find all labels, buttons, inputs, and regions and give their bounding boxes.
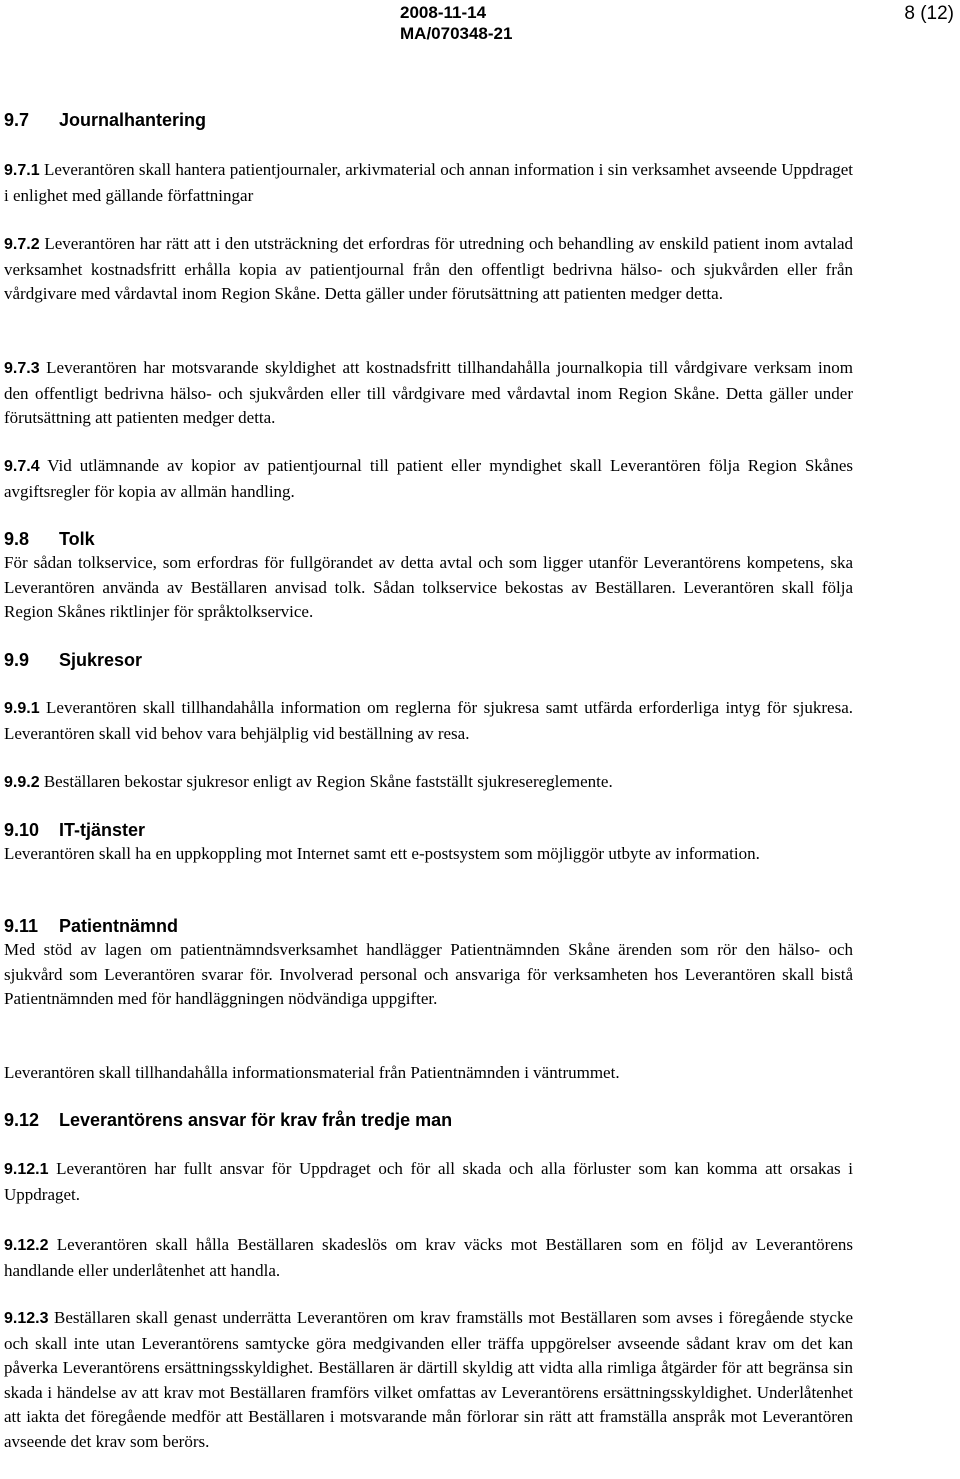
clause-text: Leverantören har fullt ansvar för Uppdraget och för all skada och alla förluster som kan komma att orsakas i Uppdraget. [4,1159,854,1204]
clause-text: Leverantören skall hantera patientjournaler, arkivmaterial och annan information i sin verksamhet avseende Uppdraget i enlighet med gällande författningar [4,160,854,205]
paragraph-9-7-2 [4,232,853,307]
heading-number: 9.9 [4,650,30,670]
heading-9-11 [4,915,178,937]
heading-9-8 [4,528,95,550]
heading-9-9 [4,649,142,671]
heading-number: 9.11 [4,916,39,936]
section-text: Leverantören skall ha en uppkoppling mot Internet samt ett e-postsystem som möjliggör utbyte av information. [4,844,760,863]
heading-number: 9.10 [4,820,40,840]
clause-text: Beställaren bekostar sjukresor enligt av Region Skåne fastställt sjukresereglemente. [43,772,613,791]
heading-title: IT-tjänster [59,820,146,840]
clause-number: 9.7.3 [4,360,40,377]
clause-text: Vid utlämnande av kopior av patientjournal till patient eller myndighet skall Leverantören följa Region Skånes avgiftsregler för kopia av allmän handling. [4,456,853,501]
paragraph-9-7-4 [4,454,853,504]
heading-9-7 [4,109,206,131]
heading-title: Leverantörens ansvar för krav från tredje man [59,1110,453,1130]
paragraph-9-10 [4,842,853,867]
clause-number: 9.9.1 [4,700,40,717]
paragraph-9-8 [4,551,853,625]
paragraph-9-9-1 [4,696,853,746]
header-date: 2008-11-14 [400,3,487,22]
clause-text: Beställaren skall genast underrätta Leverantören om krav framställs mot Beställaren som avses i föregående stycke och skall inte utan Leverantörens samtycke göra medgivanden eller träffa uppgörelser avseende sådant krav om det kan påverka Leverantörens ersättningsskyldighet. Beställaren är därtill skyldig att vidta alla rimliga åtgärder för att begränsa sin skada i händelse av att krav mot Beställaren framförs vilket omfattas av Leverantörens ersättningsskyldighet. Underlåtenhet att iakta det föregående medför att Beställaren i motsvarande mån förlorar sin rätt att framställa anspråk mot Leverantören avseende det krav som berörs. [4,1308,854,1451]
heading-9-12 [4,1109,452,1131]
paragraph-9-11 [4,938,853,1012]
clause-text: Leverantören skall hålla Beställaren skadeslös om krav väcks mot Beställaren som en följd av Leverantörens handlande eller underlåtenhet att handla. [4,1235,854,1280]
paragraph-9-11-second [4,1061,853,1086]
heading-title: Journalhantering [59,110,207,130]
clause-number: 9.7.2 [4,236,40,253]
clause-number: 9.7.4 [4,458,40,475]
heading-number: 9.7 [4,110,30,130]
section-text: Leverantören skall tillhandahålla informationsmaterial från Patientnämnden i väntrummet. [4,1063,620,1082]
paragraph-9-12-2 [4,1233,853,1283]
clause-text: Leverantören har rätt att i den utsträckning det erfordras för utredning och behandling av enskild patient inom avtalad verksamhet kostnadsfritt erhålla kopia av patientjournal från den offentligt bedrivna hälso- och sjukvården eller från vårdgivare med vårdavtal inom Region Skåne. Detta gäller under förutsättning att patienten medger detta. [4,234,854,303]
heading-title: Tolk [59,529,95,549]
paragraph-9-12-1 [4,1157,853,1207]
paragraph-9-9-2 [4,770,853,796]
header-reference: MA/070348-21 [400,24,513,43]
paragraph-9-12-3 [4,1306,853,1454]
clause-number: 9.12.3 [4,1310,49,1327]
clause-number: 9.12.1 [4,1161,49,1178]
clause-number: 9.12.2 [4,1237,49,1254]
heading-number: 9.12 [4,1110,40,1130]
clause-text: Leverantören har motsvarande skyldighet att kostnadsfritt tillhandahålla journalkopia till vårdgivare verksam inom den offentligt bedrivna hälso- och sjukvården eller till vårdgivare med vårdavtal inom Region Skåne. Detta gäller under förutsättning att patienten medger detta. [4,358,854,427]
clause-text: Leverantören skall tillhandahålla information om reglerna för sjukresa samt utfärda erforderliga intyg för sjukresa. Leverantören skall vid behov vara behjälplig vid beställning av resa. [4,698,853,743]
heading-9-10 [4,819,145,841]
clause-number: 9.9.2 [4,774,40,791]
heading-title: Sjukresor [59,650,143,670]
section-text: För sådan tolkservice, som erfordras för fullgörandet av detta avtal och som ligger utanför Leverantörens kompetens, ska Leverantören använda av Beställaren anvisad tolk. Sådan tolkservice bekostas av Beställaren. Leverantören skall följa Region Skånes riktlinjer för språktolkservice. [4,553,853,621]
heading-title: Patientnämnd [59,916,179,936]
clause-number: 9.7.1 [4,162,40,179]
page-number: 8 (12) [904,3,954,24]
paragraph-9-7-3 [4,356,853,431]
section-text: Med stöd av lagen om patientnämndsverksamhet handlägger Patientnämnden Skåne ärenden som rör den hälso- och sjukvård som Leverantören svarar för. Involverad personal och ansvariga för verksamheten hos Leverantören skall bistå Patientnämnden med för handläggningen nödvändiga uppgifter. [4,940,853,1008]
heading-number: 9.8 [4,529,30,549]
paragraph-9-7-1 [4,158,853,208]
